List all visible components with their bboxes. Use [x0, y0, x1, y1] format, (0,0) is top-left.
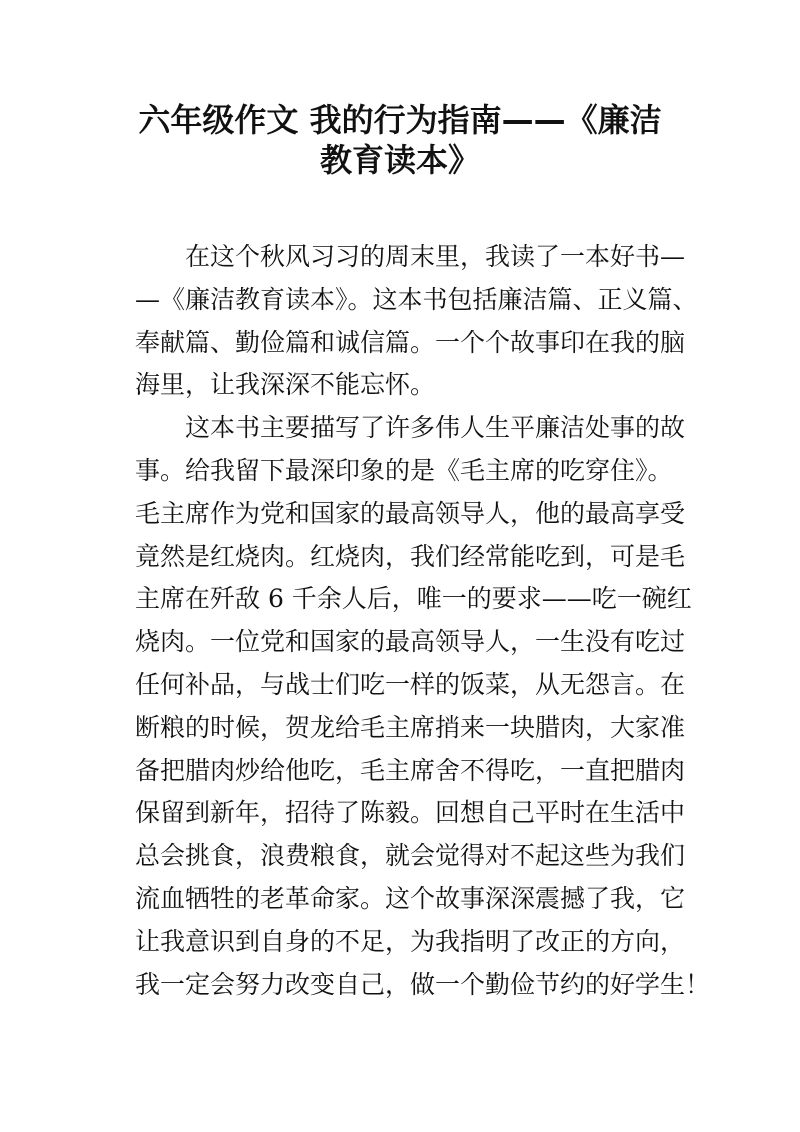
- paragraph-line: 毛主席作为党和国家的最高领导人，他的最高享受: [135, 498, 686, 528]
- document-title: [130, 100, 670, 180]
- paragraph-line: 备把腊肉炒给他吃，毛主席舍不得吃，一直把腊肉: [135, 755, 686, 785]
- paragraph-line: 在这个秋风习习的周末里，我读了一本好书—: [185, 242, 686, 271]
- paragraph: [135, 407, 711, 1006]
- paragraph-line: 海里，让我深深不能忘怀。: [135, 370, 436, 400]
- paragraph-line: 断粮的时候，贺龙给毛主席捎来一块腊肉，大家准: [135, 712, 686, 742]
- title-line: 六年级作文 我的行为指南——《廉洁: [138, 101, 662, 139]
- paragraph-line: 奉献篇、勤俭篇和诚信篇。一个个故事印在我的脑: [135, 327, 686, 357]
- paragraph-line: 保留到新年，招待了陈毅。回想自己平时在生活中: [135, 798, 686, 828]
- paragraph-line: 烧肉。一位党和国家的最高领导人，一生没有吃过: [135, 627, 686, 657]
- paragraph-line: 让我意识到自身的不足，为我指明了改正的方向，: [135, 926, 686, 956]
- paragraph-line: 竟然是红烧肉。红烧肉，我们经常能吃到，可是毛: [135, 541, 686, 571]
- paragraph-line: 这本书主要描写了许多伟人生平廉洁处事的故: [185, 413, 686, 443]
- title-line: 教育读本》: [319, 141, 480, 179]
- paragraph-line: 流血牺牲的老革命家。这个故事深深震撼了我，它: [135, 883, 686, 913]
- paragraph-line: 任何补品，与战士们吃一样的饭菜，从无怨言。在: [135, 669, 686, 699]
- paragraph-line: —《廉洁教育读本》。这本书包括廉洁篇、正义篇、: [135, 284, 698, 314]
- paragraph-line: 我一定会努力改变自己，做一个勤俭节约的好学生！: [135, 969, 711, 999]
- paragraph-line: 事。给我留下最深印象的是《毛主席的吃穿住》。: [135, 455, 673, 485]
- paragraph-line: 总会挑食，浪费粮食，就会觉得对不起这些为我们: [135, 841, 686, 871]
- paragraph-line: 主席在歼敌 6 千余人后，唯一的要求——吃一碗红: [135, 584, 692, 614]
- paragraph: [135, 236, 698, 407]
- document-body: [135, 236, 711, 1006]
